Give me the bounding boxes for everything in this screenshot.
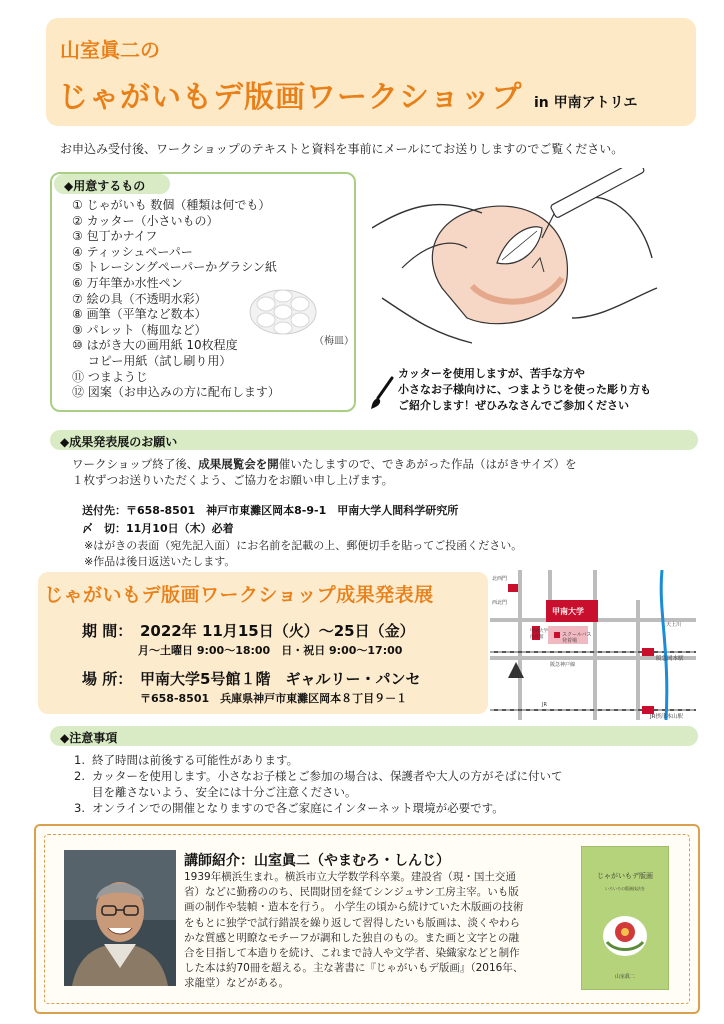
results-text: ワークショップ終了後、成果展覧会を開催いたしますので、できあがった作品（はがきサイズ）を １枚ずつお送りいただくよう、ご協力をお願い申し上げます。 — [72, 457, 577, 487]
list-item: ⑩ はがき大の画用紙 10枚程度 — [72, 338, 238, 353]
instructor-box — [34, 824, 700, 1014]
list-item: ⑨ パレット（梅皿など） — [72, 322, 207, 337]
header-subtitle: 山室眞二の — [60, 38, 160, 62]
period-value: 2022年 11月15日（火）～25日（金） — [140, 622, 415, 640]
map-label-west-gate: 西北門 — [492, 600, 508, 606]
instructor-bio: 1939年横浜生まれ。横浜市立大学数学科卒業。建設省（現・国土交通 省）などに勤務ののち、民間財団を経てシンジュサン工房主宰。いも版 画の制作や装幀・造本を行う。 小学生の頃から続けていた木版画の技術 をもとに独学で試行錯誤を繰り返して習得したいも版画は、淡くやわら かな質感と明瞭なモチーフが調和した独自のもの。また画と文字との融 合を目指して本造りを続け、これまで詩人や文学者、染織家などと制作 した本は約70冊を超える。主な著書に『じゃがいもデ版画』（2016年、 求龍堂）などがある。 — [184, 871, 524, 990]
opening-hours: 月～土曜日 9:00～18:00 日・祝日 9:00～17:00 — [138, 644, 403, 657]
list-item: 3. オンラインでの開催となりますので各ご家庭にインターネット環境が必要です。 — [74, 801, 504, 815]
caution-heading: ◆注意事項 — [50, 726, 698, 746]
exhibition-box — [38, 572, 488, 714]
intro-text: お申込み受付後、ワークショップのテキストと資料を事前にメールにてお送りしますのでご覧ください。 — [60, 142, 624, 156]
shipping-info — [82, 502, 458, 538]
header-location: in 甲南アトリエ — [534, 95, 638, 111]
instructor-title: 講師紹介：山室眞二（やまむろ・しんじ） — [184, 853, 450, 869]
list-item: ④ ティッシュペーパー — [72, 244, 193, 259]
map-label-bus2: 発着場 — [562, 638, 578, 644]
list-item: ③ 包丁かナイフ — [72, 229, 158, 244]
list-item: ⑥ 万年筆か水性ペン — [72, 275, 183, 290]
results-notes: ※はがきの表面（宛先記入面）にお名前を記載の上、郵便切手を貼ってご投函ください。 ※作品は後日返送いたします。 — [84, 539, 523, 568]
carving-hands-illustration — [372, 168, 662, 364]
book-cover-image — [581, 846, 669, 990]
book-subtitle: いろいろの版画技法を — [605, 886, 645, 891]
list-item: ① じゃがいも 数個（種類は何でも） — [72, 198, 271, 212]
illustration-note: カッターを使用しますが、苦手な方や 小さなお子様向けに、つまようじを使った彫り方も ご紹介します！ぜひみなさんでご参加ください — [398, 367, 651, 412]
list-item: 目を離さないよう、安全には十分ご注意ください。 — [92, 785, 357, 799]
page-title: じゃがいもデ版画ワークショップ — [58, 80, 523, 115]
list-item: ⑤ トレーシングペーパーかグラシン紙 — [72, 260, 277, 275]
place-value: 甲南大学5号館１階 ギャルリー・パンセ — [140, 670, 421, 688]
exhibition-title: じゃがいもデ版画ワークショップ成果発表展 — [44, 584, 434, 606]
map-label-hankyu-station: 阪急岡本駅 — [656, 656, 684, 662]
header-banner — [46, 18, 696, 126]
list-item: ② カッター（小さいもの） — [72, 213, 219, 228]
caution-list — [74, 752, 563, 816]
map-label-bus: スクールバス — [562, 632, 592, 638]
map-label-jr-station: JR摂津本山駅 — [650, 714, 683, 720]
map-label-gym: 甲南大学 — [530, 629, 548, 634]
results-heading: ◆成果発表展のお願い — [50, 430, 698, 450]
list-item: ⑧ 画筆（平筆など数本） — [72, 307, 207, 322]
list-item: ⑪ つまようじ — [72, 369, 148, 384]
supplies-heading: ◆用意するもの — [54, 174, 170, 194]
map-label-hankyu-line: 阪急神戸線 — [550, 662, 576, 668]
ship-to-address: 送付先：〒658-8501 神戸市東灘区岡本8-9-1 甲南大学人間科学研究所 — [82, 504, 459, 517]
map-label-jr-line: JR — [542, 702, 547, 708]
plum-dish-palette-image — [248, 282, 318, 336]
palette-caption: （梅皿） — [314, 336, 354, 347]
deadline: 〆 切：11月10日（木）必着 — [82, 522, 234, 535]
book-author: 山室眞二 — [614, 974, 636, 980]
paintbrush-icon — [370, 376, 396, 410]
list-item: 1. 終了時間は前後する可能性があります。 — [74, 753, 299, 767]
period-label: 期 間： — [82, 622, 133, 640]
access-map — [490, 570, 696, 720]
place-label: 場 所： — [82, 670, 133, 688]
place-address: 〒658-8501 兵庫県神戸市東灘区岡本８丁目９－１ — [140, 692, 408, 705]
instructor-photo — [64, 850, 176, 986]
map-label-north-gate: 北西門 — [492, 576, 508, 582]
map-label-konan: 甲南大学 — [552, 607, 584, 616]
list-item: ⑫ 図案（お申込みの方に配布します） — [72, 385, 280, 400]
map-label-gym2: 体育館 — [530, 635, 544, 640]
book-title: じゃがいもデ版画 — [597, 872, 653, 880]
list-item: 2. カッターを使用します。小さなお子様とご参加の場合は、保護者や大人の方がそばに付いて — [74, 769, 563, 783]
supplies-box — [50, 172, 356, 412]
list-item: ⑦ 絵の具（不透明水彩） — [72, 291, 207, 306]
list-item: コピー用紙（試し刷り用） — [72, 353, 232, 368]
map-label-river: 天上川 — [666, 622, 682, 628]
